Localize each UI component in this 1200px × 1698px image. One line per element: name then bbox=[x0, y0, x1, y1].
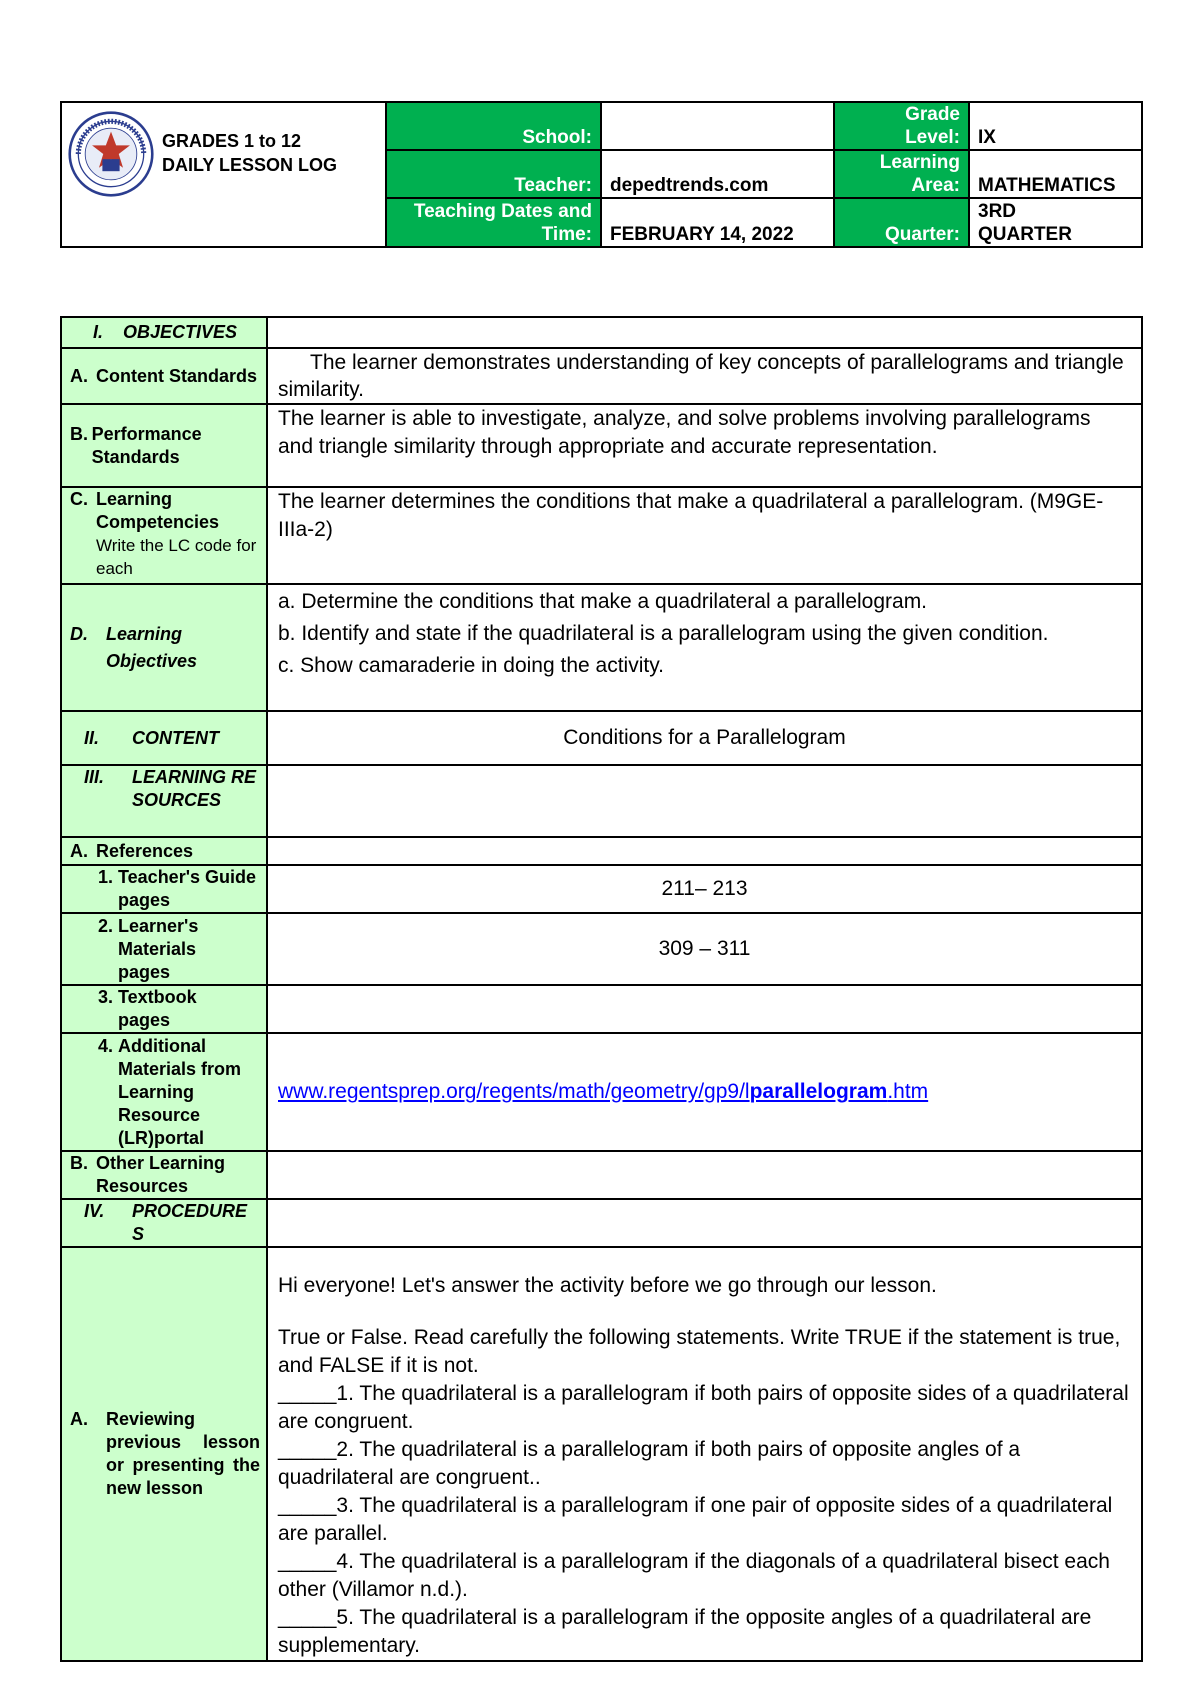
additional-materials-row bbox=[61, 1033, 1142, 1151]
teachers-guide-num: 1. bbox=[98, 867, 114, 887]
objectives-num: I. bbox=[92, 322, 103, 342]
learning-objective-b: b. Identify and state if the quadrilateral is a parallelogram using the given condition. bbox=[278, 622, 1049, 645]
header-logo-cell bbox=[61, 102, 386, 247]
procedures-value-cell bbox=[267, 1199, 1142, 1247]
textbook-pages bbox=[267, 985, 1142, 1033]
quarter-label: Quarter: bbox=[834, 198, 969, 247]
learners-materials-label: Learner's Materials pages bbox=[118, 915, 199, 982]
other-resources-letter: B. bbox=[70, 1153, 88, 1173]
performance-standards-label: Performance Standards bbox=[91, 423, 202, 467]
references-row bbox=[61, 837, 1142, 865]
teachers-guide-label-cell bbox=[61, 865, 267, 913]
learning-objective-c: c. Show camaraderie in doing the activity. bbox=[278, 654, 664, 677]
deped-seal-icon bbox=[68, 111, 154, 197]
other-resources-label: Other Learning Resources bbox=[96, 1153, 226, 1196]
learning-resources-value-cell bbox=[267, 765, 1142, 837]
objectives-label: OBJECTIVES bbox=[123, 322, 238, 342]
content-standards-text: The learner demonstrates understanding of key concepts of parallelograms and triangle similarity. bbox=[267, 348, 1142, 404]
reviewing-cell bbox=[267, 1247, 1142, 1661]
grade-level-label bbox=[834, 102, 969, 150]
link-text-bold: parallelogram bbox=[749, 1080, 888, 1103]
header-table bbox=[60, 101, 1143, 248]
learning-competencies-sub: Write the LC code for each bbox=[96, 536, 257, 578]
learning-competencies-label: Learning Competencies bbox=[96, 489, 220, 532]
other-resources-value-cell bbox=[267, 1151, 1142, 1199]
learning-competencies-letter: C. bbox=[70, 489, 88, 509]
review-item-4: _____4. The quadrilateral is a parallelogram if the diagonals of a quadrilateral bisect each other (Villamor n.d.). bbox=[278, 1550, 1110, 1601]
performance-standards-row bbox=[61, 404, 1142, 487]
procedures-num: IV. bbox=[84, 1201, 105, 1221]
content-text: Conditions for a Parallelogram bbox=[267, 711, 1142, 765]
content-num: II. bbox=[84, 727, 100, 748]
area-label-line2: Area: bbox=[911, 175, 960, 196]
learning-objectives-row bbox=[61, 584, 1142, 711]
review-item-5: _____5. The quadrilateral is a parallelogram if the opposite angles of a quadrilateral are supplementary. bbox=[278, 1606, 1092, 1657]
grade-label-line1: Grade bbox=[905, 104, 960, 125]
quarter-value-line1: 3RD bbox=[978, 201, 1017, 222]
learning-resources-label-cell bbox=[61, 765, 267, 837]
learning-competencies-row bbox=[61, 487, 1142, 584]
learning-area-label bbox=[834, 150, 969, 198]
objectives-value-cell bbox=[267, 317, 1142, 348]
school-label: School: bbox=[386, 102, 601, 150]
content-standards-label: Content Standards bbox=[96, 365, 258, 386]
reviewing-letter: A. bbox=[70, 1409, 88, 1429]
references-label-cell bbox=[61, 837, 267, 865]
review-item-1: _____1. The quadrilateral is a parallelogram if both pairs of opposite sides of a quadrilateral are congruent. bbox=[278, 1382, 1129, 1433]
content-row bbox=[61, 711, 1142, 765]
learning-area-value: MATHEMATICS bbox=[969, 150, 1142, 198]
objectives-row bbox=[61, 317, 1142, 348]
teacher-value: depedtrends.com bbox=[601, 150, 834, 198]
header-title-line2: DAILY LESSON LOG bbox=[162, 155, 338, 175]
learning-objectives-label-cell bbox=[61, 584, 267, 711]
teachers-guide-label: Teacher's Guide pages bbox=[118, 867, 256, 910]
quarter-value bbox=[969, 198, 1142, 247]
references-value-cell bbox=[267, 837, 1142, 865]
content-label: CONTENT bbox=[132, 727, 219, 748]
additional-materials-cell bbox=[267, 1033, 1142, 1151]
grade-label-line2: Level: bbox=[905, 127, 960, 148]
content-standards-label-cell bbox=[61, 348, 267, 404]
learning-resources-row bbox=[61, 765, 1142, 837]
teaching-dates-label bbox=[386, 198, 601, 247]
additional-materials-label-cell bbox=[61, 1033, 267, 1151]
procedures-label: PROCEDURES bbox=[132, 1201, 248, 1244]
link-text-post: .htm bbox=[887, 1080, 929, 1103]
content-standards-row bbox=[61, 348, 1142, 404]
performance-standards-label-cell bbox=[61, 404, 267, 487]
area-label-line1: Learning bbox=[879, 152, 960, 173]
textbook-label: Textbook pages bbox=[118, 987, 197, 1030]
textbook-num: 3. bbox=[98, 987, 114, 1007]
reviewing-row bbox=[61, 1247, 1142, 1661]
learning-competencies-text: The learner determines the conditions that make a quadrilateral a parallelogram. (M9GE-IIIa-2) bbox=[267, 487, 1142, 584]
teaching-dates-value: FEBRUARY 14, 2022 bbox=[601, 198, 834, 247]
regentsprep-link[interactable] bbox=[278, 1080, 928, 1103]
other-resources-label-cell bbox=[61, 1151, 267, 1199]
teacher-label: Teacher: bbox=[386, 150, 601, 198]
learning-objectives-label: Learning Objectives bbox=[106, 623, 198, 671]
review-item-2: _____2. The quadrilateral is a parallelogram if both pairs of opposite angles of a quadrilateral are congruent.. bbox=[278, 1438, 1021, 1489]
learners-materials-num: 2. bbox=[98, 915, 114, 936]
additional-materials-num: 4. bbox=[98, 1035, 114, 1056]
review-instructions: True or False. Read carefully the following statements. Write TRUE if the statement is true, and FALSE if it is not. bbox=[278, 1326, 1121, 1377]
learning-objectives-letter: D. bbox=[70, 623, 88, 644]
textbook-label-cell bbox=[61, 985, 267, 1033]
grade-level-value: IX bbox=[969, 102, 1142, 150]
objectives-label-cell bbox=[61, 317, 267, 348]
review-intro: Hi everyone! Let's answer the activity before we go through our lesson. bbox=[278, 1274, 937, 1297]
performance-standards-text: The learner is able to investigate, analyze, and solve problems involving parallelograms and triangle similarity through appropriate and accurate representation. bbox=[267, 404, 1142, 487]
performance-standards-letter: B. bbox=[70, 423, 88, 444]
content-standards-letter: A. bbox=[70, 365, 88, 386]
header-title bbox=[162, 129, 337, 177]
procedures-row bbox=[61, 1199, 1142, 1247]
review-item-3: _____3. The quadrilateral is a parallelogram if one pair of opposite sides of a quadrilateral are parallel. bbox=[278, 1494, 1113, 1545]
dates-label-line2: Time: bbox=[541, 224, 592, 245]
learning-objectives-cell bbox=[267, 584, 1142, 711]
header-title-line1: GRADES 1 to 12 bbox=[162, 131, 302, 151]
reviewing-label-cell bbox=[61, 1247, 267, 1661]
content-label-cell bbox=[61, 711, 267, 765]
learners-materials-row bbox=[61, 913, 1142, 985]
other-resources-row bbox=[61, 1151, 1142, 1199]
additional-materials-label: Additional Materials from Learning Resource (LR)portal bbox=[118, 1035, 242, 1148]
references-letter: A. bbox=[70, 840, 88, 861]
quarter-value-line2: QUARTER bbox=[978, 224, 1072, 245]
learning-resources-num: III. bbox=[84, 767, 105, 787]
learners-materials-label-cell bbox=[61, 913, 267, 985]
references-label: References bbox=[96, 840, 194, 861]
learning-resources-label: LEARNING RESOURCES bbox=[132, 767, 257, 810]
lesson-log-table bbox=[60, 316, 1143, 1662]
reviewing-label: Reviewing previous lesson or presenting the new lesson bbox=[106, 1409, 260, 1498]
learning-competencies-label-cell bbox=[61, 487, 267, 584]
learners-materials-pages: 309 – 311 bbox=[267, 913, 1142, 985]
teachers-guide-row bbox=[61, 865, 1142, 913]
learning-objective-a: a. Determine the conditions that make a quadrilateral a parallelogram. bbox=[278, 590, 928, 613]
link-text-pre: www.regentsprep.org/regents/math/geometry/gp9/l bbox=[278, 1080, 750, 1103]
dates-label-line1: Teaching Dates and bbox=[413, 201, 592, 222]
textbook-row bbox=[61, 985, 1142, 1033]
teachers-guide-pages: 211– 213 bbox=[267, 865, 1142, 913]
procedures-label-cell bbox=[61, 1199, 267, 1247]
school-value bbox=[601, 102, 834, 150]
